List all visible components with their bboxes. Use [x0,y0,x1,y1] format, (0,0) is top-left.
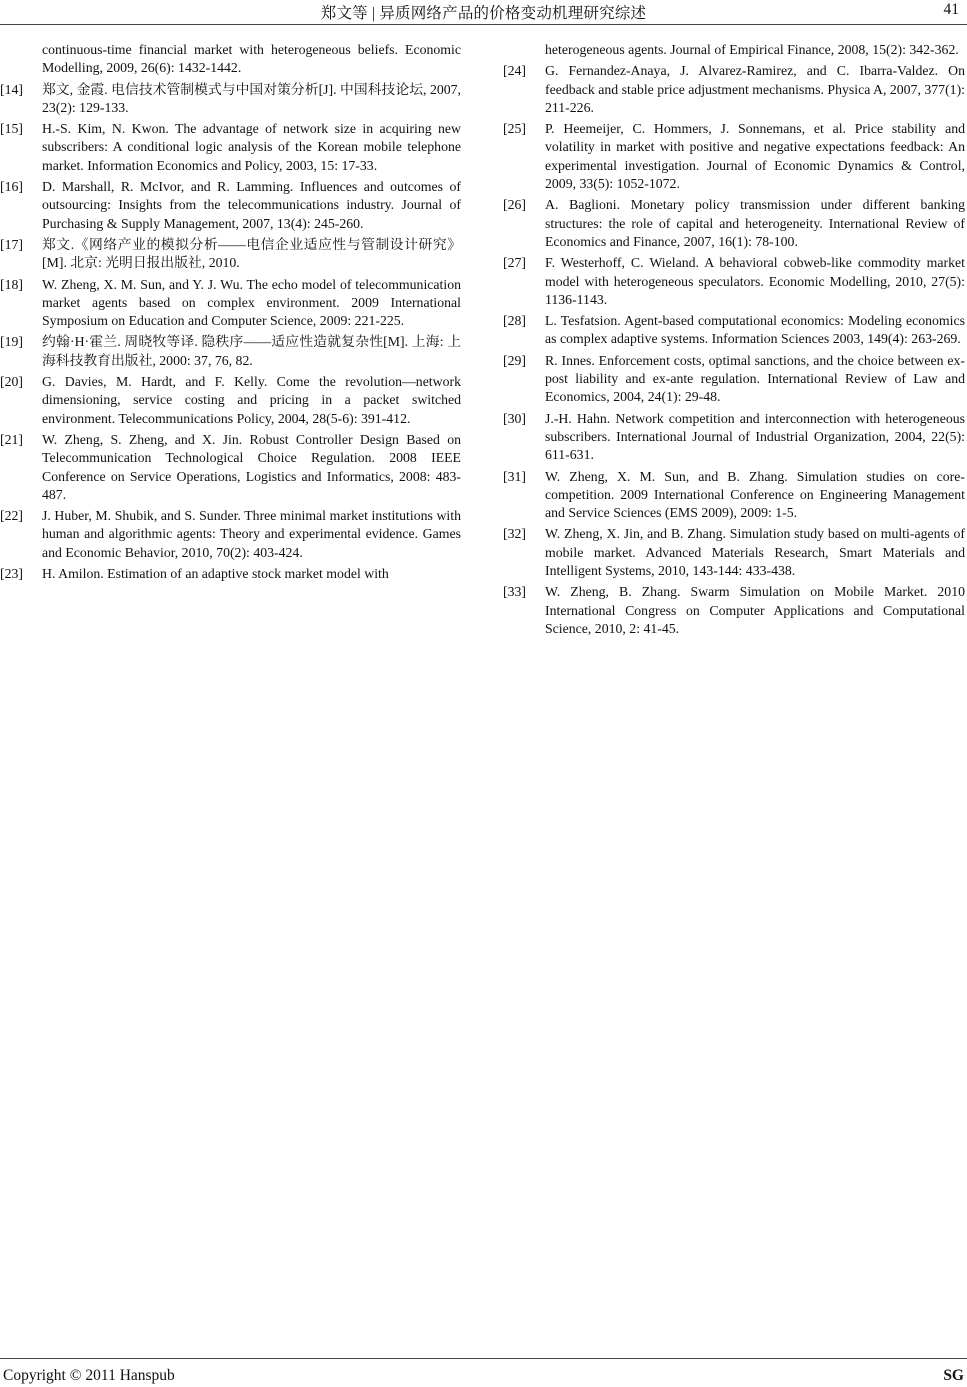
page-number: 41 [943,1,959,18]
reference-text: W. Zheng, S. Zheng, and X. Jin. Robust Controller Design Based on Telecommunication Technological Choice Regulation. 2008 IEEE Conference on Service Operations, Logistics and Informatics, 2008: 483-487. [42,431,461,502]
reference-number: [14] [0,81,23,97]
reference-continuation: continuous-time financial market with heterogeneous beliefs. Economic Modelling, 2009, 26(6): 1432-1442. [42,42,461,76]
reference-item [503,410,965,465]
reference-number: [22] [0,508,23,524]
reference-item [0,333,461,370]
reference-item [503,525,965,580]
reference-item [0,236,461,273]
reference-item [0,178,461,233]
reference-text: W. Zheng, X. M. Sun, and B. Zhang. Simulation studies on core-competition. 2009 International Conference on Engineering Management and Service Sciences (EMS 2009), 2009: 1-5. [545,468,965,521]
reference-text: J.-H. Hahn. Network competition and interconnection with heterogeneous subscribers. International Journal of Industrial Organization, 2004, 22(5): 611-631. [545,410,965,463]
reference-item [0,276,461,331]
reference-item [503,468,965,523]
reference-item [0,373,461,428]
reference-number: [17] [0,236,23,252]
reference-number: [27] [503,255,526,271]
reference-text: W. Zheng, X. M. Sun, and Y. J. Wu. The echo model of telecommunication market agents based on complex environment. 2009 International Symposium on Education and Computer Science, 2009: 221-225. [42,276,461,329]
reference-number: [30] [503,410,526,426]
reference-text: 约翰·H·霍兰. 周晓牧等译. 隐秩序——适应性造就复杂性[M]. 上海: 上海科技教育出版社, 2000: 37, 76, 82. [42,334,461,368]
reference-text: R. Innes. Enforcement costs, optimal sanctions, and the choice between ex-post liability and ex-ante regulation. International Review of Law and Economics, 2004, 24(1): 29-48. [545,352,965,405]
reference-number: [24] [503,63,526,79]
copyright-notice: Copyright © 2011 Hanspub [3,1367,175,1384]
right-column [503,41,965,641]
reference-item [503,196,965,251]
reference-number: [31] [503,468,526,484]
reference-item [503,254,965,309]
reference-text: W. Zheng, B. Zhang. Swarm Simulation on Mobile Market. 2010 International Congress on Computer Applications and Computational Science, 2010, 2: 41-45. [545,584,965,636]
reference-number: [18] [0,276,23,292]
reference-text: 郑文, 金霞. 电信技术管制模式与中国对策分析[J]. 中国科技论坛, 2007, 23(2): 129-133. [42,81,461,115]
reference-item [503,120,965,193]
reference-text: J. Huber, M. Shubik, and S. Sunder. Three minimal market institutions with human and algorithmic agents: Theory and experimental evidence. Games and Economic Behavior, 2010, 70(2): 403-424. [42,508,461,560]
reference-number: [21] [0,431,23,447]
reference-text: F. Westerhoff, C. Wieland. A behavioral cobweb-like commodity market model with heterogeneous speculators. Economic Modelling, 2010, 27(5): 1136-1143. [545,255,965,307]
reference-item [503,62,965,117]
running-title: 郑文等 | 异质网络产品的价格变动机理研究综述 [320,5,647,22]
reference-item [503,352,965,407]
reference-number: [28] [503,313,526,329]
page-header [0,0,967,25]
reference-text: L. Tesfatsion. Agent-based computational economics: Modeling economics as complex adaptive systems. Information Sciences 2003, 149(4): 263-269. [545,313,965,347]
reference-number: [20] [0,374,23,390]
reference-item [503,583,965,638]
reference-item [0,507,461,562]
reference-text: D. Marshall, R. McIvor, and R. Lamming. Influences and outcomes of outsourcing: Insights from the telecommunications industry. Journal of Purchasing & Supply Management, 2007, 13(4): 245-260. [42,179,461,231]
reference-number: [32] [503,526,526,542]
reference-item [503,312,965,349]
reference-number: [25] [503,121,526,137]
reference-item [0,81,461,118]
reference-text: G. Davies, M. Hardt, and F. Kelly. Come the revolution—network dimensioning, service costing and pricing in a packet switched environment. Telecommunications Policy, 2004, 28(5-6): 391-412. [42,374,461,426]
reference-number: [16] [0,179,23,195]
reference-number: [33] [503,584,526,600]
reference-item [0,431,461,504]
reference-text: 郑文.《网络产业的模拟分析——电信企业适应性与管制设计研究》[M]. 北京: 光明日报出版社, 2010. [42,236,461,271]
page-footer [0,1358,967,1387]
reference-text: H.-S. Kim, N. Kwon. The advantage of network size in acquiring new subscribers: A conditional logic analysis of the Korean mobile telephone market. Information Economics and Policy, 2003, 15: 17-33. [42,121,461,173]
reference-number: [15] [0,121,23,137]
reference-text: A. Baglioni. Monetary policy transmission under different banking structures: the role of capital and heterogeneity. International Review of Economics and Finance, 2007, 16(1): 78-100. [545,197,965,249]
reference-text: P. Heemeijer, C. Hommers, J. Sonnemans, et al. Price stability and volatility in market with positive and negative expectations feedback: An experimental investigation. Journal of Economic Dynamics & Control, 2009, 33(5): 1052-1072. [545,121,965,192]
left-column [0,41,461,586]
reference-item [0,120,461,175]
reference-continuation: heterogeneous agents. Journal of Empirical Finance, 2008, 15(2): 342-362. [545,42,959,57]
journal-abbreviation: SG [943,1367,964,1384]
reference-number: [19] [0,334,23,350]
reference-number: [26] [503,197,526,213]
reference-number: [23] [0,566,23,582]
reference-item [0,565,461,583]
reference-text: G. Fernandez-Anaya, J. Alvarez-Ramirez, and C. Ibarra-Valdez. On feedback and stable price adjustment mechanisms. Physica A, 2007, 377(1): 211-226. [545,63,965,115]
reference-text: W. Zheng, X. Jin, and B. Zhang. Simulation study based on multi-agents of mobile market. Advanced Materials Research, Smart Materials and Intelligent Systems, 2010, 143-144: 433-438. [545,526,965,579]
reference-text: H. Amilon. Estimation of an adaptive stock market model with [42,566,389,582]
reference-number: [29] [503,352,526,368]
